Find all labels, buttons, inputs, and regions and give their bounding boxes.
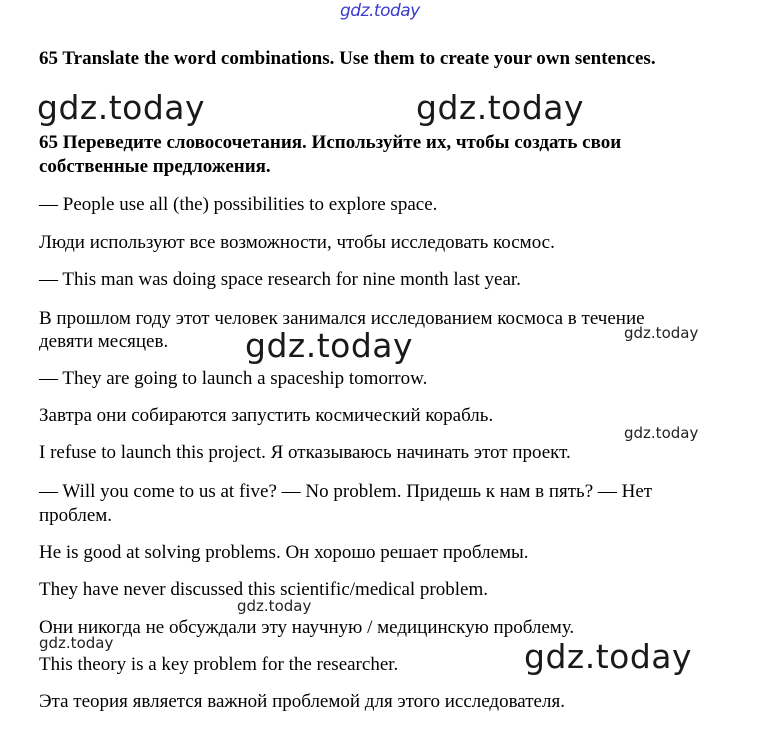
- task-heading-en: 65 Translate the word combinations. Use them to create your own sentences.: [39, 48, 656, 69]
- watermark-large: gdz.today: [416, 88, 585, 127]
- watermark-top: gdz.today: [340, 1, 420, 21]
- sentence-ru: Эта теория является важной проблемой для этого исследователя.: [39, 691, 565, 712]
- sentence-ru: В прошлом году этот человек занимался исследованием космоса в течение: [39, 308, 645, 329]
- sentence-mixed: — Will you come to us at five? — No problem. Придешь к нам в пять? — Нет: [39, 481, 653, 502]
- watermark-large: gdz.today: [245, 326, 414, 365]
- sentence-ru-continuation: девяти месяцев.: [39, 331, 169, 352]
- sentence-en: They have never discussed this scientific/medical problem.: [39, 579, 488, 600]
- task-heading-ru: 65 Переведите словосочетания. Используйте их, чтобы создать свои: [39, 132, 622, 153]
- watermark-small: gdz.today: [39, 634, 114, 652]
- task-heading-ru-continuation: собственные предложения.: [39, 156, 271, 177]
- watermark-small: gdz.today: [624, 424, 699, 442]
- sentence-mixed-continuation: проблем.: [39, 505, 113, 526]
- watermark-small: gdz.today: [624, 324, 699, 342]
- sentence-ru: Люди используют все возможности, чтобы исследовать космос.: [39, 232, 555, 253]
- sentence-ru: Они никогда не обсуждали эту научную / медицинскую проблему.: [39, 617, 575, 638]
- sentence-en: — This man was doing space research for nine month last year.: [39, 269, 521, 290]
- watermark-large: gdz.today: [524, 637, 693, 676]
- watermark-small: gdz.today: [237, 597, 312, 615]
- sentence-en: — They are going to launch a spaceship tomorrow.: [39, 368, 428, 389]
- sentence-mixed: I refuse to launch this project. Я отказываюсь начинать этот проект.: [39, 442, 571, 463]
- sentence-mixed: He is good at solving problems. Он хорошо решает проблемы.: [39, 542, 529, 563]
- sentence-ru: Завтра они собираются запустить космический корабль.: [39, 405, 494, 426]
- sentence-en: — People use all (the) possibilities to explore space.: [39, 194, 438, 215]
- watermark-large: gdz.today: [37, 88, 206, 127]
- sentence-en: This theory is a key problem for the researcher.: [39, 654, 399, 675]
